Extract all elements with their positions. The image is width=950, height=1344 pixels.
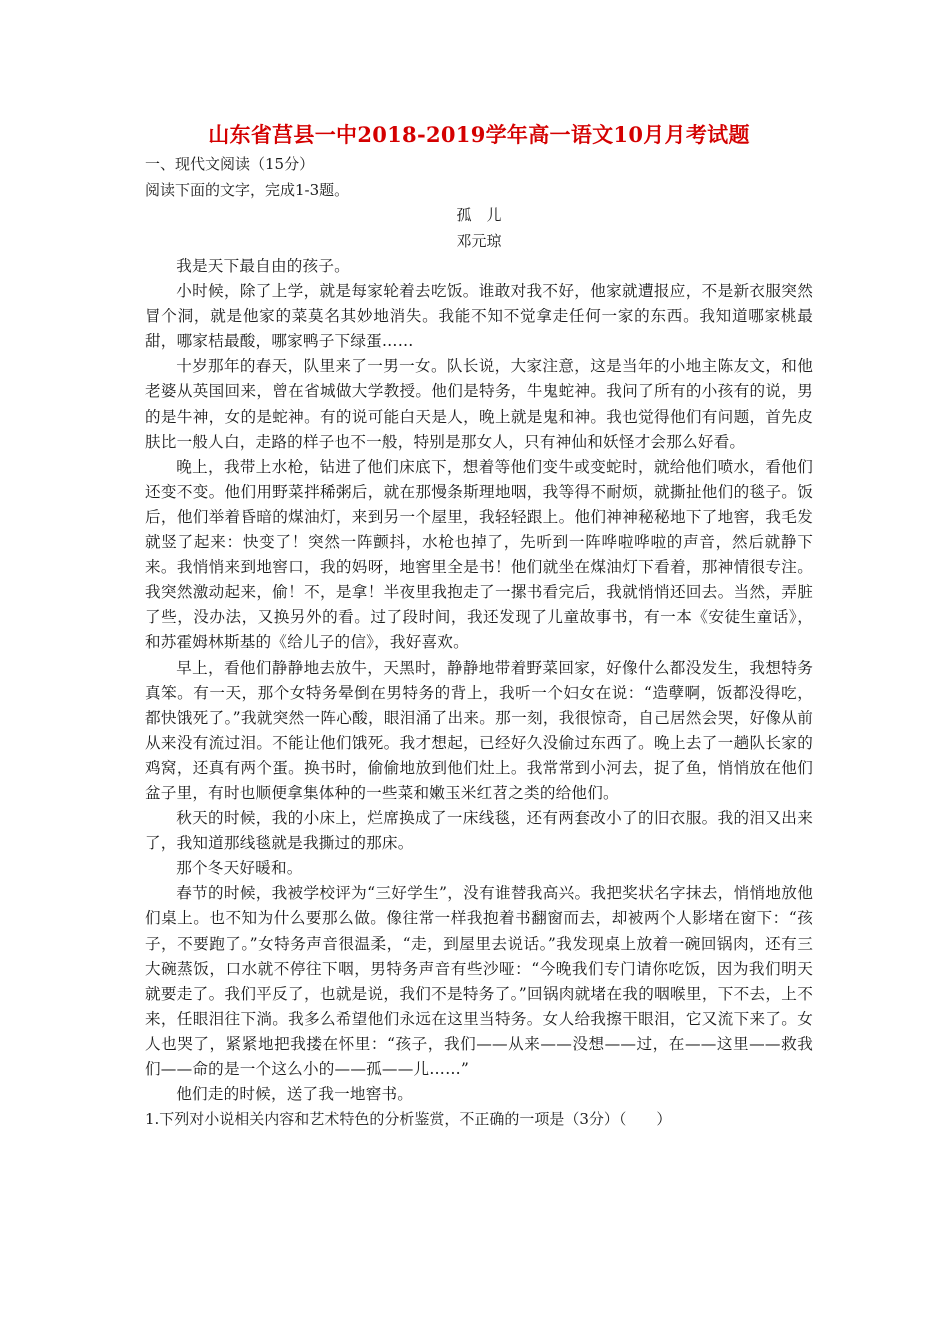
exam-page xyxy=(145,118,813,1133)
story-body xyxy=(145,254,813,1107)
story-paragraph: 那个冬天好暖和。 xyxy=(176,859,303,878)
story-paragraph: 秋天的时候，我的小床上，烂席换成了一床线毯，还有两套改小了的旧衣服。我的泪又出来了，我知道那线毯就是我撕过的那床。 xyxy=(145,809,813,853)
section-heading: 一、现代文阅读（15分） xyxy=(145,155,315,173)
story-paragraph: 春节的时候，我被学校评为“三好学生”，没有谁替我高兴。我把奖状名字抹去，悄悄地放他们桌上。也不知为什么要那么做。像往常一样我抱着书翻窗而去，却被两个人影堵在窗下：“孩子，不要跑了。”女特务声音很温柔，“走，到屋里去说话。”我发现桌上放着一碗回锅肉，还有三大碗蒸饭，口水就不停往下咽，男特务声音有些沙哑：“今晚我们专门请你吃饭，因为我们明天就要走了。我们平反了，也就是说，我们不是特务了。”回锅肉就堵在我的咽喉里，下不去，上不来，任眼泪往下淌。我多么希望他们永远在这里当特务。女人给我擦干眼泪，它又流下来了。女人也哭了，紧紧地把我搂在怀里：“孩子，我们——从来——没想——过，在——这里——救我们——命的是一个这么小的——孤——儿……” xyxy=(145,884,813,1078)
story-paragraph: 十岁那年的春天，队里来了一男一女。队长说，大家注意，这是当年的小地主陈友文，和他老婆从英国回来，曾在省城做大学教授。他们是特务，牛鬼蛇神。我问了所有的小孩有的说，男的是牛神，女的是蛇神。有的说可能白天是人，晚上就是鬼和神。我也觉得他们有问题，首先皮肤比一般人白，走路的样子也不一般，特别是那女人，只有神仙和妖怪才会那么好看。 xyxy=(145,357,813,451)
document-title: 山东省莒县一中2018-2019学年高一语文10月月考试题 xyxy=(208,122,750,147)
story-title: 孤 儿 xyxy=(456,206,502,224)
story-paragraph: 我是天下最自由的孩子。 xyxy=(176,257,350,275)
reading-instruction: 阅读下面的文字，完成1-3题。 xyxy=(145,180,350,199)
story-paragraph: 早上，看他们静静地去放牛，天黑时，静静地带着野菜回家，好像什么都没发生，我想特务真笨。有一天，那个女特务晕倒在男特务的背上，我听一个妇女在说：“造孽啊，饭都没得吃，都快饿死了。”我就突然一阵心酸，眼泪涌了出来。那一刻，我很惊奇，自己居然会哭，好像从前从来没有流过泪。不能让他们饿死。我才想起，已经好久没偷过东西了。晚上去了一趟队长家的鸡窝，还真有两个蛋。换书时，偷偷地放到他们灶上。我常常到小河去，捉了鱼，悄悄放在他们盆子里，有时也顺便拿集体种的一些菜和嫩玉米红苕之类的给他们。 xyxy=(145,658,813,802)
story-author: 邓元琼 xyxy=(456,231,502,250)
story-paragraph: 晚上，我带上水枪，钻进了他们床底下，想着等他们变牛或变蛇时，就给他们喷水，看他们还变不变。他们用野菜拌稀粥后，就在那慢条斯理地咽，我等得不耐烦，就撕扯他们的毯子。饭后，他们举着昏暗的煤油灯，来到另一个屋里，我轻轻跟上。他们神神秘秘地下了地窖，我毛发就竖了起来：快变了！突然一阵颤抖，水枪也掉了，先听到一阵哗啦哗啦的声音，然后就静下来。我悄悄来到地窖口，我的妈呀，地窖里全是书！他们就坐在煤油灯下看着，那神情很专注。我突然激动起来，偷！不，是拿！半夜里我抱走了一摞书看完后，我就悄悄还回去。当然，弄脏了些，没办法，又换另外的看。过了段时间，我还发现了儿童故事书，有一本《安徒生童话》，和苏霍姆林斯基的《给儿子的信》，我好喜欢。 xyxy=(145,457,813,652)
story-paragraph: 小时候，除了上学，就是每家轮着去吃饭。谁敢对我不好，他家就遭报应，不是新衣服突然冒个洞，就是他家的菜莫名其妙地消失。我能不知不觉拿走任何一家的东西。我知道哪家桃最甜，哪家桔最酸，哪家鸭子下绿蛋…… xyxy=(145,282,813,351)
question-1: 1.下列对小说相关内容和艺术特色的分析鉴赏，不正确的一项是（3分）（ ） xyxy=(145,1110,672,1129)
story-paragraph: 他们走的时候，送了我一地窖书。 xyxy=(176,1085,414,1104)
